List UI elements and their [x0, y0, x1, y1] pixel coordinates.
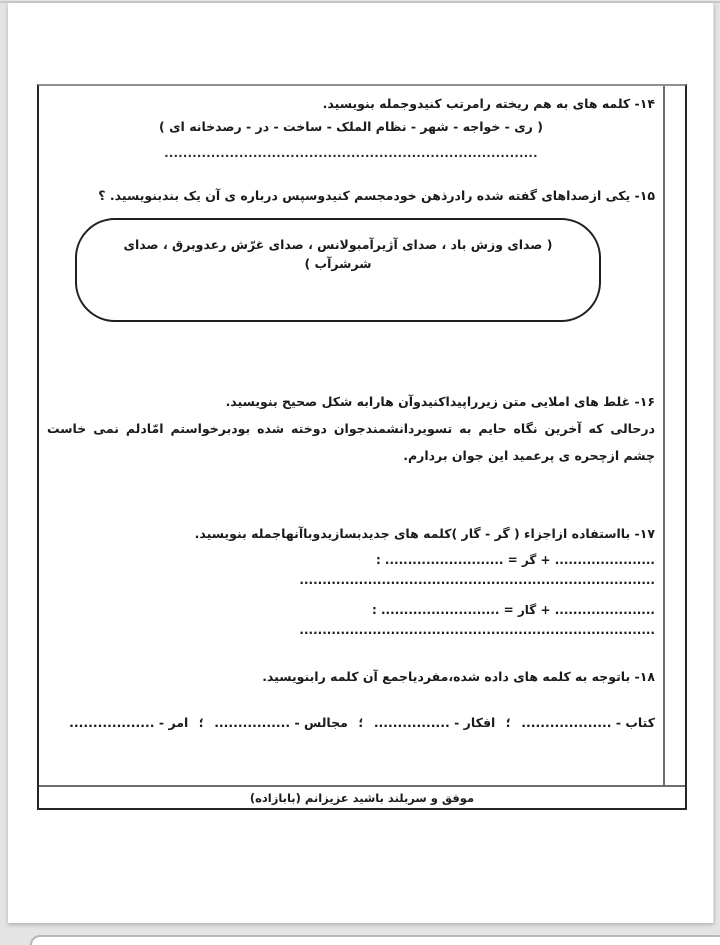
- semicolon-separator: ؛: [198, 715, 204, 730]
- question-17-blank-row-gar: ...................... + گر = .......................... : ..............................................................................: [299, 553, 655, 587]
- question-18-item-ketab: کتاب - ...................: [521, 715, 655, 730]
- question-16-title: ۱۶- غلط های املایی متن زیرراپیداکنیدوآن هارابه شکل صحیح بنویسید.: [225, 394, 655, 409]
- table-footer-row: [39, 785, 685, 808]
- question-15-title: ۱۵- یکی ازصداهای گفته شده رادرذهن خودمجسم کنیدوسپس درباره ی آن یک بندبنویسید. ؟: [98, 188, 655, 203]
- exam-questions-table: [37, 84, 687, 810]
- question-14-answer-blank: ................................................................................: [164, 146, 538, 160]
- sound-options-bubble: [75, 218, 601, 322]
- question-18-item-majales: مجالس - ................: [214, 715, 348, 730]
- next-page-preview: [30, 935, 720, 945]
- question-18-words-row: [47, 713, 655, 733]
- question-14-title: ۱۴- کلمه های به هم ریخته رامرتب کنیدوجمله بنویسید.: [322, 96, 655, 111]
- teacher-goodluck-note: موفق و سربلند باشید عزیزانم (بابازاده): [249, 790, 475, 805]
- question-18-title: ۱۸- باتوجه به کلمه های داده شده،مفردیاجمع آن کلمه رابنویسید.: [262, 669, 655, 684]
- worksheet-page: [8, 3, 714, 923]
- sound-options-text: ( صدای وزش باد ، صدای آژیرآمبولانس ، صدای غرّش رعدوبرق ، صدای شرشرآب ): [123, 237, 553, 271]
- question-17-blank-row-gaar: ...................... + گار = .......................... : ..............................................................................: [299, 603, 655, 637]
- question-18-item-amr: امر - ..................: [69, 715, 189, 730]
- semicolon-separator: ؛: [358, 715, 364, 730]
- questions-content: [47, 86, 655, 786]
- grade-column-divider: [663, 86, 665, 787]
- question-14-word-bank: ( ری - خواجه - شهر - نظام الملک - ساخت - در - رصدخانه ای ): [159, 119, 543, 134]
- question-17-title: ۱۷- بااستفاده ازاجزاء ( گر - گار )کلمه های جدیدبسازیدوباآنهاجمله بنویسید.: [194, 526, 655, 541]
- semicolon-separator: ؛: [505, 715, 511, 730]
- question-16-passage: درحالی که آخرین نگاه حایم به تسویردانشمندجوان دوخته شده بودبرخواستم امّادلم نمی خاست چشم ازچحره ی پرعمید این جوان بردارم.: [47, 421, 655, 463]
- question-18-item-afkar: افکار - ................: [373, 715, 496, 730]
